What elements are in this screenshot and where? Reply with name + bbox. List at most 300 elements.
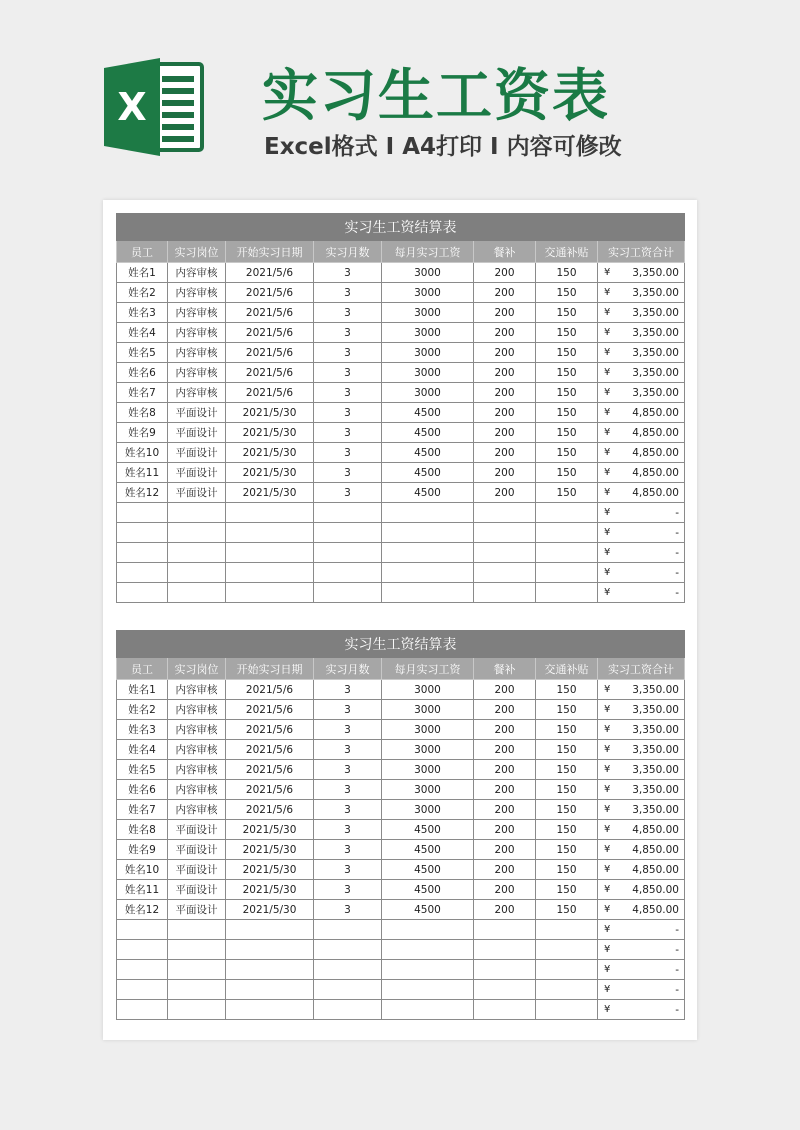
table-cell[interactable] (474, 920, 536, 940)
table-cell[interactable]: 150 (536, 383, 598, 403)
table-row (117, 423, 685, 443)
table-cell[interactable]: 150 (536, 880, 598, 900)
table-cell[interactable]: 200 (474, 900, 536, 920)
table-cell[interactable]: 200 (474, 383, 536, 403)
table-cell[interactable]: 内容审核 (168, 383, 226, 403)
table-cell[interactable]: 200 (474, 760, 536, 780)
table-cell[interactable] (117, 583, 168, 603)
total-cell[interactable] (598, 383, 685, 403)
total-amount: 3,350.00 (632, 803, 679, 816)
table-cell[interactable] (382, 940, 474, 960)
currency-symbol: ¥ (604, 983, 611, 995)
table-cell[interactable]: 3 (314, 483, 382, 503)
table-cell[interactable]: 2021/5/6 (226, 363, 314, 383)
table-cell[interactable]: 内容审核 (168, 720, 226, 740)
table-cell[interactable]: 姓名4 (117, 740, 168, 760)
table-cell[interactable]: 3 (314, 443, 382, 463)
total-cell[interactable] (598, 920, 685, 940)
table-cell[interactable]: 200 (474, 820, 536, 840)
table-cell[interactable]: 姓名11 (117, 463, 168, 483)
table-cell[interactable]: 平面设计 (168, 423, 226, 443)
table-cell[interactable]: 平面设计 (168, 443, 226, 463)
total-cell[interactable] (598, 503, 685, 523)
table-cell[interactable]: 150 (536, 860, 598, 880)
table-cell[interactable]: 2021/5/6 (226, 740, 314, 760)
table-cell[interactable]: 2021/5/6 (226, 283, 314, 303)
table-cell[interactable]: 姓名3 (117, 303, 168, 323)
table-cell[interactable] (168, 503, 226, 523)
total-amount: 3,350.00 (632, 346, 679, 359)
table-cell[interactable]: 姓名1 (117, 680, 168, 700)
table-cell[interactable] (117, 1000, 168, 1020)
total-cell[interactable] (598, 780, 685, 800)
table-cell[interactable]: 3 (314, 860, 382, 880)
column-header: 实习岗位 (168, 241, 226, 263)
table-cell[interactable] (226, 583, 314, 603)
table-cell[interactable]: 200 (474, 443, 536, 463)
table-cell[interactable]: 4500 (382, 840, 474, 860)
total-cell[interactable] (598, 403, 685, 423)
table-cell[interactable]: 3 (314, 283, 382, 303)
table-cell[interactable] (226, 920, 314, 940)
total-amount: - (675, 506, 679, 519)
table-cell[interactable]: 2021/5/30 (226, 840, 314, 860)
table-cell[interactable]: 200 (474, 283, 536, 303)
table-cell[interactable] (168, 960, 226, 980)
table-cell[interactable] (168, 563, 226, 583)
table-cell[interactable]: 150 (536, 840, 598, 860)
table-cell[interactable] (536, 563, 598, 583)
table-cell[interactable] (168, 583, 226, 603)
table-cell[interactable]: 姓名10 (117, 860, 168, 880)
table-cell[interactable] (117, 503, 168, 523)
table-cell[interactable]: 3000 (382, 343, 474, 363)
table-cell[interactable]: 内容审核 (168, 680, 226, 700)
table-cell[interactable]: 内容审核 (168, 780, 226, 800)
total-cell[interactable] (598, 1000, 685, 1020)
table-cell[interactable]: 150 (536, 463, 598, 483)
table-cell[interactable]: 3000 (382, 363, 474, 383)
table-cell[interactable]: 3 (314, 363, 382, 383)
table-cell[interactable]: 内容审核 (168, 323, 226, 343)
table-cell[interactable] (314, 563, 382, 583)
total-cell[interactable] (598, 323, 685, 343)
table-cell[interactable]: 3 (314, 383, 382, 403)
total-cell[interactable] (598, 880, 685, 900)
table-cell[interactable] (168, 980, 226, 1000)
table-cell[interactable]: 2021/5/30 (226, 403, 314, 423)
table-cell[interactable] (474, 960, 536, 980)
table-cell[interactable] (314, 960, 382, 980)
table-cell[interactable]: 姓名12 (117, 900, 168, 920)
table-cell[interactable]: 内容审核 (168, 283, 226, 303)
table-cell[interactable]: 3 (314, 820, 382, 840)
table-cell[interactable]: 150 (536, 800, 598, 820)
table-cell[interactable]: 姓名9 (117, 840, 168, 860)
table-cell[interactable]: 4500 (382, 483, 474, 503)
table-cell[interactable] (474, 980, 536, 1000)
total-cell[interactable] (598, 700, 685, 720)
table-cell[interactable]: 3000 (382, 680, 474, 700)
table-cell[interactable]: 3 (314, 840, 382, 860)
total-cell[interactable] (598, 263, 685, 283)
table-cell[interactable]: 200 (474, 880, 536, 900)
column-header: 员工 (117, 658, 168, 680)
table-cell[interactable]: 3 (314, 323, 382, 343)
table-cell[interactable]: 150 (536, 343, 598, 363)
table-cell[interactable]: 4500 (382, 820, 474, 840)
total-amount: - (675, 586, 679, 599)
table-cell[interactable]: 150 (536, 760, 598, 780)
table-caption-row (117, 214, 685, 241)
table-cell[interactable]: 姓名7 (117, 383, 168, 403)
total-amount: - (675, 923, 679, 936)
table-cell[interactable]: 200 (474, 700, 536, 720)
table-cell[interactable] (117, 523, 168, 543)
table-cell[interactable]: 200 (474, 343, 536, 363)
table-cell[interactable] (382, 960, 474, 980)
table-cell[interactable]: 200 (474, 303, 536, 323)
total-amount: - (675, 1003, 679, 1016)
table-cell[interactable] (536, 543, 598, 563)
table-cell[interactable]: 2021/5/30 (226, 860, 314, 880)
table-cell[interactable] (314, 583, 382, 603)
table-cell[interactable] (168, 523, 226, 543)
table-cell[interactable] (226, 960, 314, 980)
table-cell[interactable]: 2021/5/6 (226, 700, 314, 720)
table-cell[interactable] (226, 503, 314, 523)
table-cell[interactable]: 姓名3 (117, 720, 168, 740)
table-cell[interactable] (226, 563, 314, 583)
table-cell[interactable] (168, 1000, 226, 1020)
table-cell[interactable]: 200 (474, 363, 536, 383)
table-cell[interactable]: 姓名4 (117, 323, 168, 343)
total-cell[interactable] (598, 840, 685, 860)
table-cell[interactable]: 姓名12 (117, 483, 168, 503)
table-cell[interactable]: 150 (536, 323, 598, 343)
table-cell[interactable]: 150 (536, 283, 598, 303)
table-cell[interactable] (382, 1000, 474, 1020)
table-cell[interactable] (382, 543, 474, 563)
table-cell[interactable]: 150 (536, 680, 598, 700)
total-cell[interactable] (598, 800, 685, 820)
table-cell[interactable]: 2021/5/30 (226, 820, 314, 840)
table-cell[interactable] (536, 583, 598, 603)
table-cell[interactable]: 平面设计 (168, 860, 226, 880)
table-cell[interactable] (226, 543, 314, 563)
table-cell[interactable]: 3000 (382, 303, 474, 323)
table-row (117, 343, 685, 363)
table-cell[interactable] (117, 940, 168, 960)
table-cell[interactable]: 2021/5/6 (226, 343, 314, 363)
table-cell[interactable] (536, 523, 598, 543)
table-row (117, 700, 685, 720)
table-cell[interactable] (474, 940, 536, 960)
table-cell[interactable]: 姓名2 (117, 283, 168, 303)
total-cell[interactable] (598, 980, 685, 1000)
table-cell[interactable]: 150 (536, 443, 598, 463)
total-cell[interactable] (598, 960, 685, 980)
table-cell[interactable] (474, 503, 536, 523)
table-cell[interactable] (117, 980, 168, 1000)
table-cell[interactable] (314, 920, 382, 940)
table-cell[interactable]: 2021/5/6 (226, 780, 314, 800)
table-cell[interactable]: 4500 (382, 463, 474, 483)
table-cell[interactable]: 姓名5 (117, 343, 168, 363)
column-header: 餐补 (474, 658, 536, 680)
table-cell[interactable]: 200 (474, 323, 536, 343)
table-cell[interactable] (314, 980, 382, 1000)
table-cell[interactable]: 150 (536, 263, 598, 283)
table-cell[interactable] (117, 960, 168, 980)
total-cell[interactable] (598, 483, 685, 503)
table-cell[interactable]: 200 (474, 720, 536, 740)
table-cell[interactable]: 3 (314, 720, 382, 740)
table-cell[interactable]: 4500 (382, 860, 474, 880)
table-cell[interactable]: 3 (314, 680, 382, 700)
table-cell[interactable]: 姓名8 (117, 403, 168, 423)
table-cell[interactable] (382, 503, 474, 523)
table-cell[interactable]: 4500 (382, 880, 474, 900)
table-cell[interactable] (474, 583, 536, 603)
table-cell[interactable]: 4500 (382, 900, 474, 920)
table-cell[interactable] (474, 543, 536, 563)
table-cell[interactable]: 2021/5/30 (226, 880, 314, 900)
total-cell[interactable] (598, 583, 685, 603)
table-cell[interactable]: 2021/5/6 (226, 680, 314, 700)
table-cell[interactable]: 3000 (382, 700, 474, 720)
table-cell[interactable]: 150 (536, 700, 598, 720)
table-cell[interactable] (382, 583, 474, 603)
table-cell[interactable]: 3 (314, 780, 382, 800)
total-cell[interactable] (598, 343, 685, 363)
total-cell[interactable] (598, 900, 685, 920)
table-cell[interactable] (168, 543, 226, 563)
currency-symbol: ¥ (604, 446, 611, 458)
table-cell[interactable]: 姓名11 (117, 880, 168, 900)
total-amount: 3,350.00 (632, 703, 679, 716)
table-cell[interactable]: 2021/5/6 (226, 303, 314, 323)
table-cell[interactable]: 平面设计 (168, 900, 226, 920)
table-cell[interactable]: 3000 (382, 760, 474, 780)
table-cell[interactable] (314, 1000, 382, 1020)
table-cell[interactable]: 内容审核 (168, 700, 226, 720)
table-cell[interactable] (117, 563, 168, 583)
table-cell[interactable]: 150 (536, 403, 598, 423)
table-cell[interactable]: 内容审核 (168, 760, 226, 780)
table-cell[interactable] (474, 523, 536, 543)
total-cell[interactable] (598, 820, 685, 840)
table-cell[interactable]: 200 (474, 483, 536, 503)
table-cell[interactable]: 姓名10 (117, 443, 168, 463)
table-cell[interactable]: 3000 (382, 263, 474, 283)
table-cell[interactable]: 200 (474, 403, 536, 423)
table-cell[interactable] (168, 920, 226, 940)
table-cell[interactable]: 4500 (382, 423, 474, 443)
table-cell[interactable]: 内容审核 (168, 263, 226, 283)
table-cell[interactable]: 200 (474, 860, 536, 880)
table-cell[interactable]: 2021/5/30 (226, 900, 314, 920)
table-cell[interactable] (226, 940, 314, 960)
table-cell[interactable]: 150 (536, 483, 598, 503)
table-cell[interactable]: 200 (474, 800, 536, 820)
table-cell[interactable] (382, 523, 474, 543)
table-caption-row (117, 631, 685, 658)
table-cell[interactable]: 平面设计 (168, 483, 226, 503)
table-cell[interactable]: 平面设计 (168, 880, 226, 900)
table-cell[interactable]: 200 (474, 840, 536, 860)
table-cell[interactable]: 2021/5/6 (226, 263, 314, 283)
table-cell[interactable]: 平面设计 (168, 403, 226, 423)
table-cell[interactable]: 2021/5/6 (226, 800, 314, 820)
table-cell[interactable]: 200 (474, 740, 536, 760)
table-cell[interactable]: 2021/5/30 (226, 423, 314, 443)
table-cell[interactable]: 2021/5/6 (226, 323, 314, 343)
table-cell[interactable]: 3 (314, 900, 382, 920)
table-cell[interactable] (226, 980, 314, 1000)
table-cell[interactable]: 2021/5/6 (226, 760, 314, 780)
table-cell[interactable]: 3 (314, 343, 382, 363)
table-cell[interactable]: 内容审核 (168, 363, 226, 383)
total-cell[interactable] (598, 680, 685, 700)
table-cell[interactable] (474, 563, 536, 583)
table-cell[interactable]: 3000 (382, 780, 474, 800)
table-cell[interactable] (382, 563, 474, 583)
table-cell[interactable]: 3 (314, 463, 382, 483)
total-amount: - (675, 526, 679, 539)
table-cell[interactable]: 150 (536, 363, 598, 383)
total-cell[interactable] (598, 563, 685, 583)
table-cell[interactable] (117, 543, 168, 563)
table-cell[interactable]: 3 (314, 700, 382, 720)
table-cell[interactable]: 200 (474, 263, 536, 283)
table-cell[interactable]: 内容审核 (168, 303, 226, 323)
table-cell[interactable]: 3 (314, 760, 382, 780)
table-cell[interactable]: 150 (536, 720, 598, 740)
table-cell[interactable]: 150 (536, 900, 598, 920)
table-cell[interactable]: 2021/5/30 (226, 443, 314, 463)
table-cell[interactable]: 3 (314, 303, 382, 323)
table-cell[interactable]: 姓名2 (117, 700, 168, 720)
table-cell[interactable]: 150 (536, 820, 598, 840)
table-cell[interactable]: 2021/5/30 (226, 483, 314, 503)
table-cell[interactable]: 姓名6 (117, 780, 168, 800)
total-amount: - (675, 983, 679, 996)
table-cell[interactable] (117, 920, 168, 940)
table-cell[interactable]: 200 (474, 463, 536, 483)
table-cell[interactable]: 4500 (382, 403, 474, 423)
table-cell[interactable]: 2021/5/30 (226, 463, 314, 483)
table-cell[interactable]: 姓名7 (117, 800, 168, 820)
table-cell[interactable]: 姓名6 (117, 363, 168, 383)
total-cell[interactable] (598, 720, 685, 740)
table-cell[interactable] (536, 1000, 598, 1020)
table-cell[interactable] (314, 940, 382, 960)
table-cell[interactable]: 姓名5 (117, 760, 168, 780)
table-cell[interactable]: 3 (314, 263, 382, 283)
total-cell[interactable] (598, 443, 685, 463)
total-amount: 4,850.00 (632, 446, 679, 459)
table-cell[interactable]: 2021/5/6 (226, 720, 314, 740)
table-cell[interactable] (314, 543, 382, 563)
total-cell[interactable] (598, 283, 685, 303)
table-cell[interactable] (474, 1000, 536, 1020)
table-cell[interactable]: 姓名1 (117, 263, 168, 283)
table-cell[interactable]: 3 (314, 880, 382, 900)
table-cell[interactable] (314, 503, 382, 523)
table-cell[interactable]: 150 (536, 423, 598, 443)
table-cell[interactable]: 3000 (382, 740, 474, 760)
table-cell[interactable]: 200 (474, 423, 536, 443)
total-cell[interactable] (598, 463, 685, 483)
table-cell[interactable] (314, 523, 382, 543)
table-row (117, 780, 685, 800)
table-cell[interactable] (226, 1000, 314, 1020)
total-cell[interactable] (598, 423, 685, 443)
table-cell[interactable] (226, 523, 314, 543)
table-cell[interactable]: 3 (314, 403, 382, 423)
table-cell[interactable]: 平面设计 (168, 840, 226, 860)
table-cell[interactable]: 4500 (382, 443, 474, 463)
table-cell[interactable]: 2021/5/6 (226, 383, 314, 403)
table-cell[interactable]: 3 (314, 740, 382, 760)
table-cell[interactable] (168, 940, 226, 960)
total-cell[interactable] (598, 760, 685, 780)
total-cell[interactable] (598, 523, 685, 543)
column-header: 员工 (117, 241, 168, 263)
table-cell[interactable]: 150 (536, 303, 598, 323)
table-cell[interactable]: 3 (314, 423, 382, 443)
table-cell[interactable]: 150 (536, 780, 598, 800)
table-cell[interactable] (536, 960, 598, 980)
table-cell[interactable]: 平面设计 (168, 820, 226, 840)
table-cell[interactable]: 200 (474, 780, 536, 800)
table-cell[interactable] (536, 920, 598, 940)
table-cell[interactable]: 3000 (382, 720, 474, 740)
currency-symbol: ¥ (604, 803, 611, 815)
column-header: 实习岗位 (168, 658, 226, 680)
table-cell[interactable]: 3000 (382, 323, 474, 343)
total-cell[interactable] (598, 940, 685, 960)
table-cell[interactable]: 3000 (382, 383, 474, 403)
table-cell[interactable]: 内容审核 (168, 800, 226, 820)
table-cell[interactable]: 平面设计 (168, 463, 226, 483)
currency-symbol: ¥ (604, 843, 611, 855)
total-amount: 3,350.00 (632, 743, 679, 756)
table-cell[interactable]: 3 (314, 800, 382, 820)
table-cell[interactable]: 150 (536, 740, 598, 760)
table-cell[interactable] (382, 980, 474, 1000)
table-cell[interactable] (536, 503, 598, 523)
table-cell[interactable]: 内容审核 (168, 740, 226, 760)
total-cell[interactable] (598, 303, 685, 323)
table-cell[interactable]: 姓名8 (117, 820, 168, 840)
table-cell[interactable] (536, 940, 598, 960)
total-amount: 3,350.00 (632, 266, 679, 279)
table-cell[interactable]: 3000 (382, 800, 474, 820)
currency-symbol: ¥ (604, 566, 611, 578)
table-cell[interactable]: 200 (474, 680, 536, 700)
table-cell[interactable]: 3000 (382, 283, 474, 303)
total-cell[interactable] (598, 543, 685, 563)
table-cell[interactable]: 姓名9 (117, 423, 168, 443)
total-cell[interactable] (598, 860, 685, 880)
table-cell[interactable] (536, 980, 598, 1000)
total-cell[interactable] (598, 363, 685, 383)
table-cell[interactable] (382, 920, 474, 940)
table-cell[interactable]: 内容审核 (168, 343, 226, 363)
total-cell[interactable] (598, 740, 685, 760)
